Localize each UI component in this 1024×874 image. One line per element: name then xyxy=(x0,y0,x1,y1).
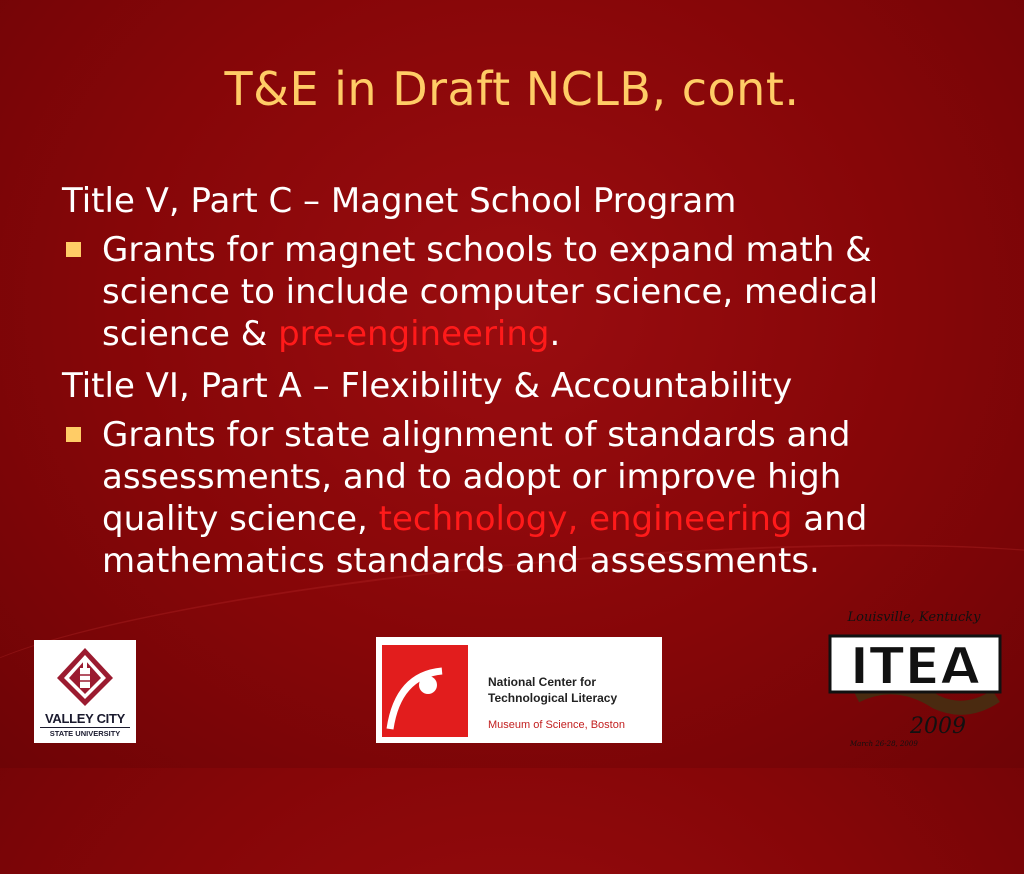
vcsu-subtitle: STATE UNIVERSITY xyxy=(40,727,130,738)
nctl-line-3: Museum of Science, Boston xyxy=(488,719,625,731)
nctl-line-1: National Center for xyxy=(488,675,597,689)
square-bullet-icon xyxy=(66,427,81,442)
nctl-line-2: Technological Literacy xyxy=(488,691,618,705)
slide-content xyxy=(62,180,962,592)
bullet-magnet-grants xyxy=(62,229,962,355)
nctl-mark-icon xyxy=(382,645,468,737)
section-heading-title-vi: Title VI, Part A – Flexibility & Accountability xyxy=(62,366,793,406)
itea-acronym: ITEA xyxy=(849,637,981,697)
bullet-text-end: . xyxy=(549,314,561,354)
vcsu-logo xyxy=(34,640,136,743)
nctl-logo xyxy=(376,637,662,743)
bullet-state-grants xyxy=(62,414,962,582)
highlight-text: pre-engineering xyxy=(278,314,550,354)
bullet-text-end: and mathematics standards and assessments. xyxy=(102,499,868,581)
itea-wordmark-icon xyxy=(826,626,1012,718)
square-bullet-icon xyxy=(66,242,81,257)
itea-logo xyxy=(826,610,1016,760)
slide-title: T&E in Draft NCLB, cont. xyxy=(224,62,800,116)
bullet-text: Grants for state alignment of standards and assessments, and to adopt or improve high quality science, xyxy=(102,415,851,539)
itea-location: Louisville, Kentucky xyxy=(847,610,981,625)
section-heading-title-v: Title V, Part C – Magnet School Program xyxy=(62,181,737,221)
itea-dates: March 26-28, 2009 xyxy=(850,740,918,748)
vcsu-emblem-icon xyxy=(55,646,115,708)
bullet-text: Grants for magnet schools to expand math & science to include computer science, medical science & xyxy=(102,230,879,354)
vcsu-name: VALLEY CITY xyxy=(44,711,125,726)
highlight-text: technology, engineering xyxy=(378,499,793,539)
itea-year: 2009 xyxy=(910,714,966,739)
